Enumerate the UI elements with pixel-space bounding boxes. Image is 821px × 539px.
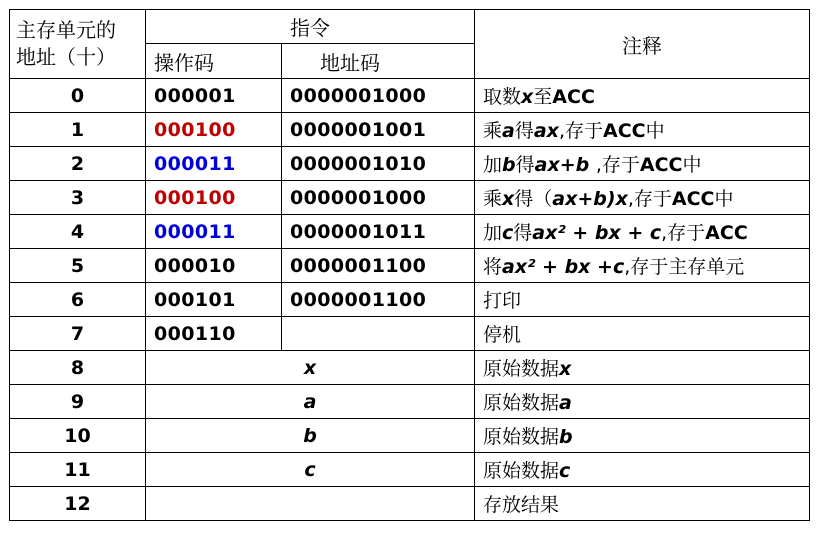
table-body — [10, 79, 810, 521]
row-address-code — [282, 317, 475, 351]
row-data-value: x — [146, 351, 475, 385]
table-row — [10, 317, 810, 351]
row-address-code: 0000001000 — [282, 181, 475, 215]
table-row — [10, 419, 810, 453]
row-opcode: 000011 — [146, 215, 282, 249]
row-opcode: 000010 — [146, 249, 282, 283]
row-address: 4 — [10, 215, 146, 249]
table-row — [10, 385, 810, 419]
row-address: 7 — [10, 317, 146, 351]
row-data-value: b — [146, 419, 475, 453]
table-row — [10, 487, 810, 521]
row-opcode: 000110 — [146, 317, 282, 351]
row-data-value: c — [146, 453, 475, 487]
header-address-label: 主存单元的 地址（十） — [16, 18, 116, 69]
header-address — [10, 10, 146, 79]
table-row — [10, 283, 810, 317]
row-comment: 原始数据b — [475, 419, 810, 453]
row-address: 6 — [10, 283, 146, 317]
row-data-value — [146, 487, 475, 521]
header-comment: 注释 — [475, 10, 810, 79]
row-opcode: 000101 — [146, 283, 282, 317]
row-comment: 存放结果 — [475, 487, 810, 521]
row-comment: 原始数据x — [475, 351, 810, 385]
row-address-code: 0000001000 — [282, 79, 475, 113]
row-address: 3 — [10, 181, 146, 215]
table-row — [10, 113, 810, 147]
row-comment: 乘x得（ax+b)x,存于ACC中 — [475, 181, 810, 215]
row-address: 12 — [10, 487, 146, 521]
table-row — [10, 147, 810, 181]
header-opcode: 操作码 — [146, 44, 282, 79]
row-address: 9 — [10, 385, 146, 419]
row-address: 11 — [10, 453, 146, 487]
row-address: 1 — [10, 113, 146, 147]
table-row — [10, 453, 810, 487]
row-opcode: 000100 — [146, 181, 282, 215]
row-comment: 乘a得ax,存于ACC中 — [475, 113, 810, 147]
row-comment: 原始数据a — [475, 385, 810, 419]
row-comment: 将ax² + bx +c,存于主存单元 — [475, 249, 810, 283]
row-opcode: 000011 — [146, 147, 282, 181]
row-comment: 原始数据c — [475, 453, 810, 487]
row-comment: 加b得ax+b ,存于ACC中 — [475, 147, 810, 181]
table-row — [10, 215, 810, 249]
row-address: 10 — [10, 419, 146, 453]
header-address-code: 地址码 — [282, 44, 475, 79]
row-comment: 加c得ax² + bx + c,存于ACC — [475, 215, 810, 249]
header-row-1 — [10, 10, 810, 44]
row-address-code: 0000001100 — [282, 249, 475, 283]
row-opcode: 000100 — [146, 113, 282, 147]
row-address: 8 — [10, 351, 146, 385]
table-row — [10, 181, 810, 215]
row-comment: 取数x至ACC — [475, 79, 810, 113]
program-table — [9, 9, 810, 521]
row-address-code: 0000001001 — [282, 113, 475, 147]
header-instruction: 指令 — [146, 10, 475, 44]
row-address-code: 0000001100 — [282, 283, 475, 317]
row-comment: 停机 — [475, 317, 810, 351]
row-address: 2 — [10, 147, 146, 181]
row-address: 5 — [10, 249, 146, 283]
row-data-value: a — [146, 385, 475, 419]
row-address-code: 0000001011 — [282, 215, 475, 249]
row-opcode: 000001 — [146, 79, 282, 113]
table-row — [10, 249, 810, 283]
table-row — [10, 79, 810, 113]
row-address-code: 0000001010 — [282, 147, 475, 181]
row-comment: 打印 — [475, 283, 810, 317]
table-row — [10, 351, 810, 385]
row-address: 0 — [10, 79, 146, 113]
